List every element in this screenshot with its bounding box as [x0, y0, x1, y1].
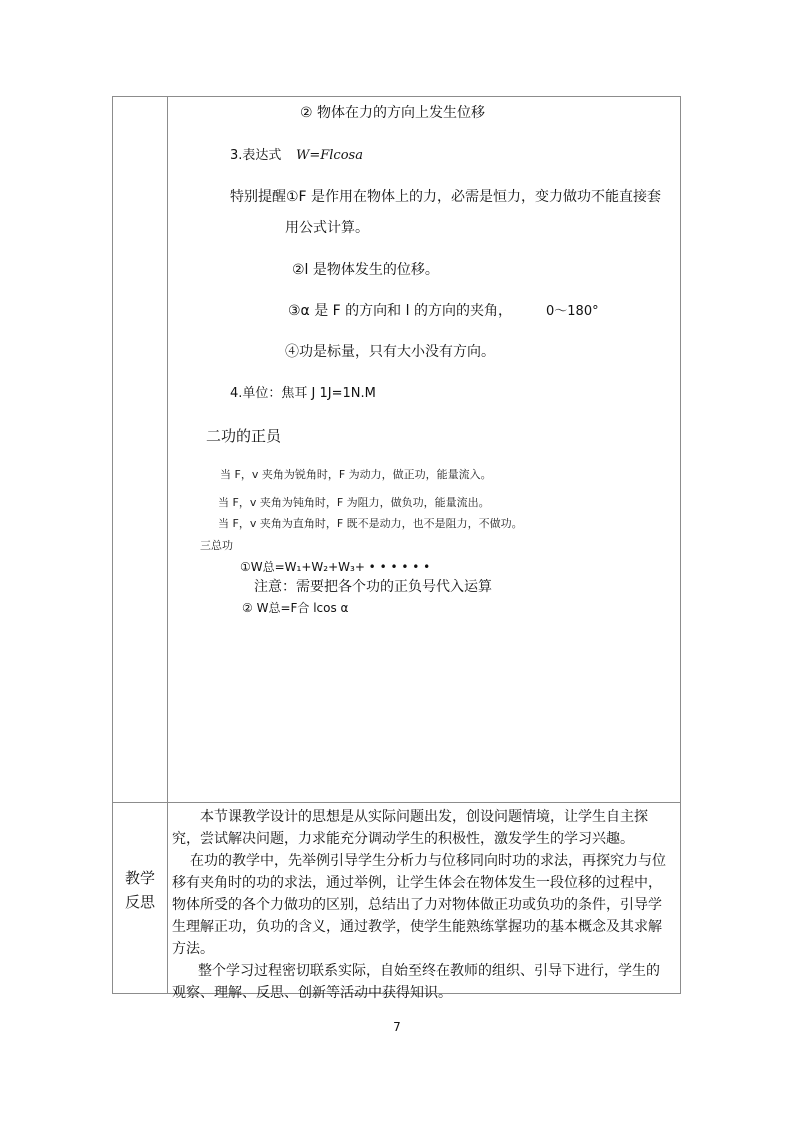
unit-line: 4.单位：焦耳 J 1J=1N.M — [230, 386, 376, 401]
condition-item-2: ② 物体在力的方向上发生位移 — [300, 105, 486, 121]
reflection-label-line-2: 反思 — [124, 893, 155, 911]
reflection-paragraph-1: 本节课教学设计的思想是从实际问题出发，创设问题情境，让学生自主探究，尝试解决问题，力求能充分调动学生的积极性，激发学生的学习兴趣。 — [172, 809, 648, 847]
case-obtuse-angle: 当 F，v 夹角为钝角时，F 为阻力，做负功，能量流出。 — [218, 496, 490, 509]
table-border-row-divider — [112, 802, 681, 803]
table-border-column-divider — [167, 96, 168, 994]
case-right-angle: 当 F，v 夹角为直角时，F 既不是动力，也不是阻力，不做功。 — [218, 517, 523, 530]
reflection-paragraph-2: 在功的教学中，先举例引导学生分析力与位移同向时功的求法，再探究力与位移有夹角时的功的求法，通过举例，让学生体会在物体发生一段位移的过程中，物体所受的各个力做功的区别，总结出了力对物体做正功或负功的条件，引导学生理解正功，负功的含义，通过教学，使学生能熟练掌握功的基本概念及其求解方法。 — [172, 853, 666, 957]
reminder-1-line-a: 特别提醒①F 是作用在物体上的力，必需是恒力，变力做功不能直接套 — [230, 189, 662, 205]
table-border-top — [112, 96, 681, 97]
expression-formula: W=Flcosa — [296, 148, 363, 163]
section-2-title: 二功的正员 — [206, 427, 282, 445]
page-number: 7 — [393, 1020, 401, 1034]
total-work-formula-1: ①W总=W₁+W₂+W₃+ • • • • • • — [240, 560, 431, 574]
reflection-label-cell — [112, 866, 168, 914]
reminder-2: ②l 是物体发生的位移。 — [292, 262, 439, 278]
reminder-4: ④功是标量，只有大小没有方向。 — [285, 344, 495, 360]
expression-label: 3.表达式 — [230, 148, 282, 163]
reflection-paragraph-3: 整个学习过程密切联系实际，自始至终在教师的组织、引导下进行，学生的观察、理解、反思、创新等活动中获得知识。 — [172, 963, 660, 1001]
section-3-title: 三总功 — [200, 539, 233, 552]
reminder-1-line-b: 用公式计算。 — [285, 220, 369, 236]
reflection-label-line-1: 教学 — [124, 869, 155, 887]
total-work-formula-2: ② W总=F合 lcos α — [242, 601, 349, 615]
reminder-3-range: 0～180° — [546, 304, 599, 319]
reminder-3: ③α 是 F 的方向和 l 的方向的夹角， — [288, 303, 512, 319]
case-acute-angle: 当 F，v 夹角为锐角时，F 为动力，做正功，能量流入。 — [220, 468, 492, 481]
table-border-left — [112, 96, 113, 994]
total-work-note: 注意：需要把各个功的正负号代入运算 — [254, 579, 492, 595]
table-border-right — [680, 96, 681, 994]
